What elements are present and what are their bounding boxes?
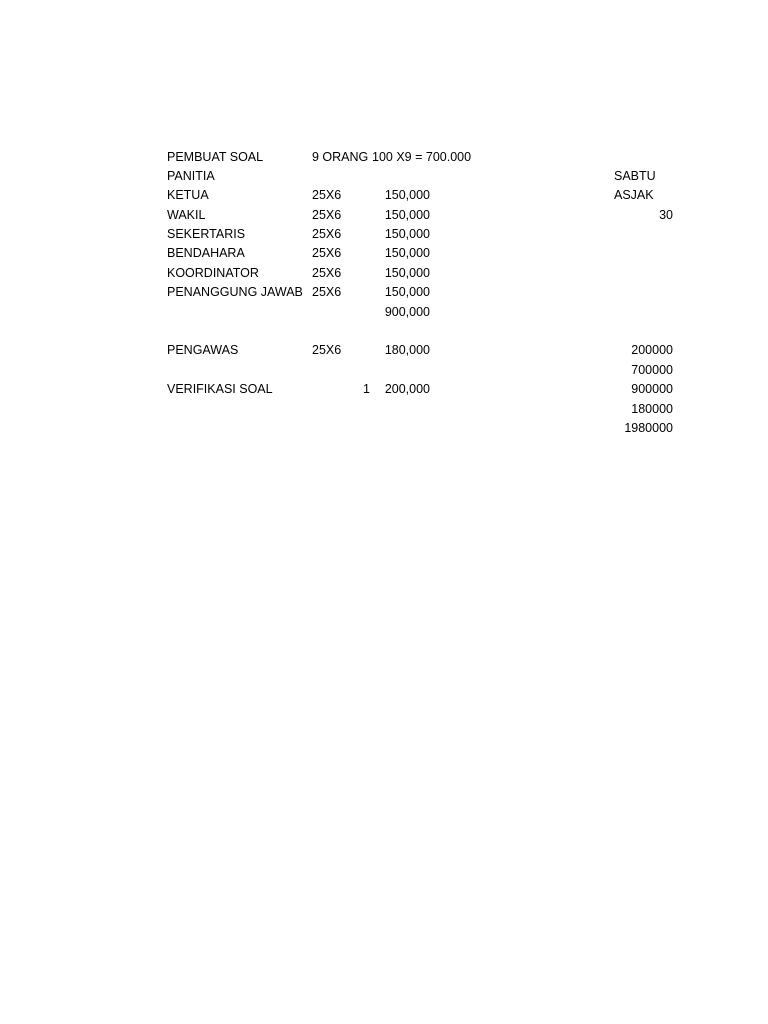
row-label-sekertaris: SEKERTARIS (167, 227, 246, 241)
side-value-30: 30 (659, 208, 673, 222)
row-calc-pembuat-soal: 100 X9 = 700.000 (372, 150, 472, 164)
panitia-subtotal: 900,000 (384, 305, 430, 319)
row-label-ketua: KETUA (167, 188, 209, 202)
row-qty-sekertaris: 25X6 (312, 227, 342, 241)
side-value-700000: 700000 (631, 363, 673, 377)
side-text-asjak: ASJAK (614, 188, 654, 202)
row-amount-pengawas: 180,000 (384, 343, 430, 357)
row-qty-wakil: 25X6 (312, 208, 342, 222)
row-qty-ketua: 25X6 (312, 188, 342, 202)
row-qty-pengawas: 25X6 (312, 343, 342, 357)
side-value-180000: 180000 (631, 402, 673, 416)
row-label-penanggung-jawab: PENANGGUNG JAWAB (167, 285, 303, 299)
row-qty-bendahara: 25X6 (312, 246, 342, 260)
row-label-pengawas: PENGAWAS (167, 343, 239, 357)
row-amount-wakil: 150,000 (384, 208, 430, 222)
side-value-total: 1980000 (624, 421, 673, 435)
side-value-900000: 900000 (631, 382, 673, 396)
row-label-panitia: PANITIA (167, 169, 215, 183)
side-value-200000: 200000 (631, 343, 673, 357)
row-amount-penanggung-jawab: 150,000 (384, 285, 430, 299)
row-label-pembuat-soal: PEMBUAT SOAL (167, 150, 264, 164)
row-label-bendahara: BENDAHARA (167, 246, 245, 260)
side-text-sabtu: SABTU (614, 169, 656, 183)
row-amount-sekertaris: 150,000 (384, 227, 430, 241)
row-label-verifikasi-soal: VERIFIKASI SOAL (167, 382, 273, 396)
row-amount-koordinator: 150,000 (384, 266, 430, 280)
row-amount-ketua: 150,000 (384, 188, 430, 202)
row-label-koordinator: KOORDINATOR (167, 266, 259, 280)
row-qty-verifikasi-soal: 1 (363, 382, 370, 396)
row-qty-penanggung-jawab: 25X6 (312, 285, 342, 299)
row-label-wakil: WAKIL (167, 208, 206, 222)
row-qty-pembuat-soal: 9 ORANG (312, 150, 369, 164)
row-qty-koordinator: 25X6 (312, 266, 342, 280)
row-amount-verifikasi-soal: 200,000 (384, 382, 430, 396)
row-amount-bendahara: 150,000 (384, 246, 430, 260)
